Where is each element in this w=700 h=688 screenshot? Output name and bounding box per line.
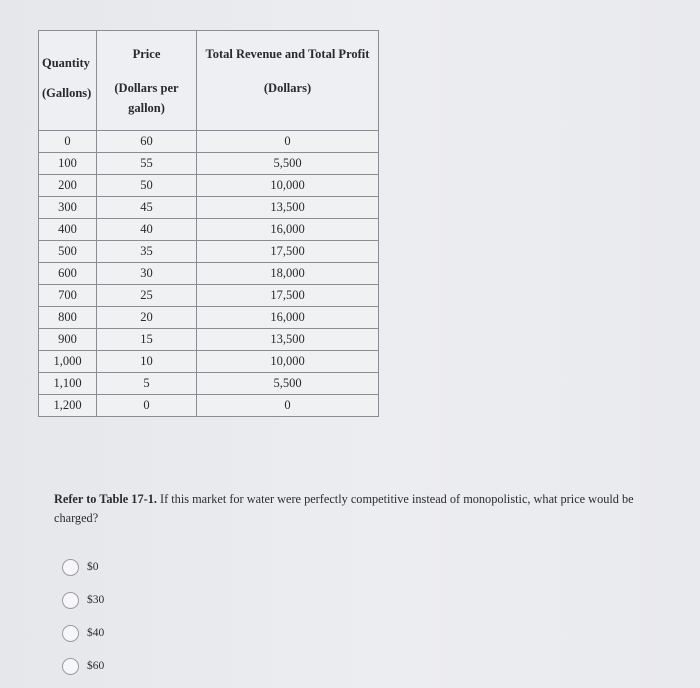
- table-header-row: [39, 31, 379, 131]
- cell-price: 50: [97, 175, 197, 197]
- cell-price: 60: [97, 131, 197, 153]
- radio-button[interactable]: [62, 592, 79, 609]
- cell-quantity: 700: [39, 285, 97, 307]
- option-label: $60: [87, 660, 105, 672]
- table-row: [39, 329, 379, 351]
- data-table: [38, 30, 379, 417]
- cell-revenue: 18,000: [197, 263, 379, 285]
- header-price: [97, 31, 197, 131]
- table-row: [39, 373, 379, 395]
- cell-price: 15: [97, 329, 197, 351]
- header-quantity-unit: (Gallons): [42, 86, 92, 100]
- cell-quantity: 1,200: [39, 395, 97, 417]
- table-body: [39, 131, 379, 417]
- cell-revenue: 5,500: [197, 153, 379, 175]
- table-row: [39, 395, 379, 417]
- cell-price: 35: [97, 241, 197, 263]
- cell-revenue: 10,000: [197, 175, 379, 197]
- cell-price: 55: [97, 153, 197, 175]
- option-40[interactable]: [62, 622, 104, 644]
- table-row: [39, 175, 379, 197]
- cell-price: 20: [97, 307, 197, 329]
- data-table-container: [38, 30, 390, 420]
- header-quantity: [39, 31, 97, 131]
- cell-quantity: 200: [39, 175, 97, 197]
- question-reference: Refer to Table 17-1.: [54, 492, 157, 506]
- cell-revenue: 10,000: [197, 351, 379, 373]
- cell-revenue: 16,000: [197, 307, 379, 329]
- table-row: [39, 153, 379, 175]
- cell-price: 0: [97, 395, 197, 417]
- cell-quantity: 1,000: [39, 351, 97, 373]
- radio-button[interactable]: [62, 658, 79, 675]
- cell-quantity: 100: [39, 153, 97, 175]
- cell-quantity: 800: [39, 307, 97, 329]
- table-row: [39, 219, 379, 241]
- cell-revenue: 0: [197, 395, 379, 417]
- cell-revenue: 13,500: [197, 197, 379, 219]
- question-body: If this market for water were perfectly competitive instead of monopolistic, what price would be charged?: [54, 492, 634, 525]
- cell-revenue: 17,500: [197, 241, 379, 263]
- radio-button[interactable]: [62, 559, 79, 576]
- header-price-unit: (Dollars per gallon): [114, 81, 179, 115]
- cell-quantity: 0: [39, 131, 97, 153]
- header-price-label: Price: [132, 47, 161, 61]
- cell-quantity: 600: [39, 263, 97, 285]
- option-label: $0: [87, 561, 99, 573]
- option-30[interactable]: [62, 589, 104, 611]
- cell-revenue: 17,500: [197, 285, 379, 307]
- cell-revenue: 0: [197, 131, 379, 153]
- table-row: [39, 241, 379, 263]
- cell-quantity: 500: [39, 241, 97, 263]
- option-label: $40: [87, 627, 105, 639]
- question-text: [54, 490, 674, 528]
- cell-quantity: 900: [39, 329, 97, 351]
- header-revenue-unit: (Dollars): [263, 81, 312, 95]
- cell-price: 30: [97, 263, 197, 285]
- cell-quantity: 400: [39, 219, 97, 241]
- cell-quantity: 300: [39, 197, 97, 219]
- cell-revenue: 16,000: [197, 219, 379, 241]
- header-quantity-label: Quantity: [42, 56, 90, 70]
- radio-button[interactable]: [62, 625, 79, 642]
- cell-price: 25: [97, 285, 197, 307]
- option-0[interactable]: [62, 556, 99, 578]
- option-label: $30: [87, 594, 105, 606]
- cell-price: 10: [97, 351, 197, 373]
- cell-price: 45: [97, 197, 197, 219]
- cell-price: 40: [97, 219, 197, 241]
- table-row: [39, 197, 379, 219]
- option-60[interactable]: [62, 655, 104, 677]
- header-revenue: [197, 31, 379, 131]
- table-row: [39, 263, 379, 285]
- table-row: [39, 351, 379, 373]
- cell-price: 5: [97, 373, 197, 395]
- header-revenue-label: Total Revenue and Total Profit: [205, 47, 370, 61]
- cell-revenue: 5,500: [197, 373, 379, 395]
- table-row: [39, 285, 379, 307]
- cell-revenue: 13,500: [197, 329, 379, 351]
- table-row: [39, 307, 379, 329]
- cell-quantity: 1,100: [39, 373, 97, 395]
- table-row: [39, 131, 379, 153]
